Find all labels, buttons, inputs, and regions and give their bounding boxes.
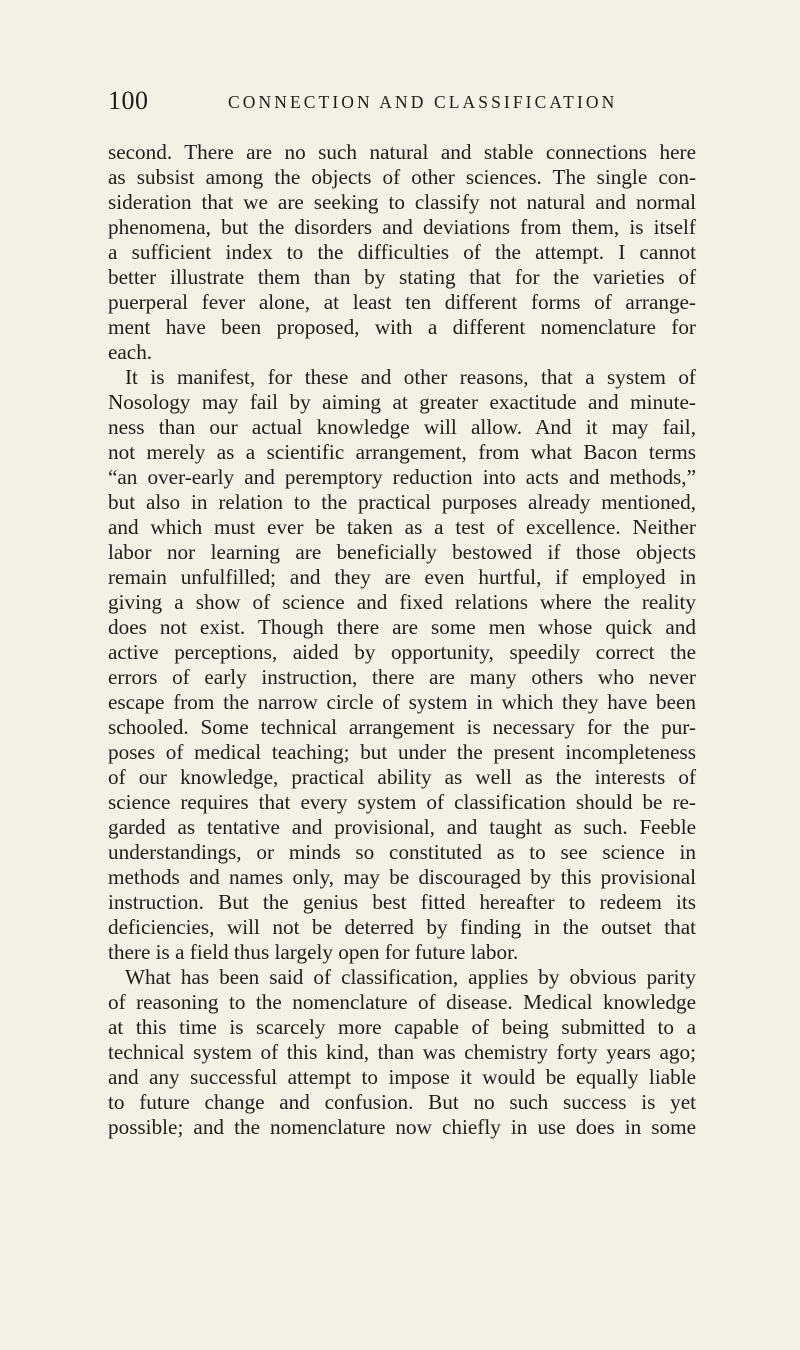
- text-line: It is manifest, for these and other reasons, that a system of: [125, 365, 696, 389]
- text-line: a sufficient index to the difficulties of the attempt. I cannot: [108, 240, 696, 264]
- text-line: errors of early instruction, there are many others who never: [108, 665, 696, 689]
- text-line: escape from the narrow circle of system in which they have been: [108, 690, 696, 714]
- text-line: What has been said of classification, applies by obvious parity: [125, 965, 696, 989]
- text-line: remain unfulfilled; and they are even hurtful, if employed in: [108, 565, 696, 589]
- text-line: does not exist. Though there are some men whose quick and: [108, 615, 696, 639]
- text-line: technical system of this kind, than was chemistry forty years ago;: [108, 1040, 696, 1064]
- running-title: CONNECTION AND CLASSIFICATION: [228, 92, 618, 112]
- text-line: to future change and confusion. But no such success is yet: [108, 1090, 696, 1114]
- text-line: methods and names only, may be discouraged by this provisional: [108, 865, 696, 889]
- text-line: schooled. Some technical arrangement is necessary for the pur-: [108, 715, 696, 739]
- text-line: science requires that every system of classification should be re-: [108, 790, 696, 814]
- text-line: second. There are no such natural and stable connections here: [108, 140, 696, 164]
- text-line: understandings, or minds so constituted as to see science in: [108, 840, 696, 864]
- text-line: possible; and the nomenclature now chiefly in use does in some: [108, 1115, 696, 1139]
- page-number: 100: [108, 86, 149, 115]
- text-line: as subsist among the objects of other sciences. The single con-: [108, 165, 696, 189]
- text-line: ness than our actual knowledge will allow. And it may fail,: [108, 415, 696, 439]
- text-line: better illustrate them than by stating that for the varieties of: [108, 265, 696, 289]
- text-line: and which must ever be taken as a test of excellence. Neither: [108, 515, 696, 539]
- text-line: “an over-early and peremptory reduction into acts and methods,”: [108, 465, 696, 489]
- text-line: Nosology may fail by aiming at greater exactitude and minute-: [108, 390, 696, 414]
- text-line: but also in relation to the practical purposes already mentioned,: [108, 490, 696, 514]
- text-line: ment have been proposed, with a different nomenclature for: [108, 315, 696, 339]
- text-line: at this time is scarcely more capable of being submitted to a: [108, 1015, 696, 1039]
- text-line: not merely as a scientific arrangement, from what Bacon terms: [108, 440, 696, 464]
- text-line: deficiencies, will not be deterred by finding in the outset that: [108, 915, 696, 939]
- text-line: labor nor learning are beneficially bestowed if those objects: [108, 540, 696, 564]
- text-line: there is a field thus largely open for future labor.: [108, 940, 519, 964]
- text-line: giving a show of science and fixed relations where the reality: [108, 590, 696, 614]
- text-line: instruction. But the genius best fitted hereafter to redeem its: [108, 890, 696, 914]
- text-line: each.: [108, 340, 153, 364]
- text-line: garded as tentative and provisional, and taught as such. Feeble: [108, 815, 696, 839]
- running-head: [108, 86, 696, 120]
- text-line: active perceptions, aided by opportunity, speedily correct the: [108, 640, 696, 664]
- text-line: of our knowledge, practical ability as well as the interests of: [108, 765, 696, 789]
- body-text: [108, 140, 696, 1140]
- text-line: sideration that we are seeking to classify not natural and normal: [108, 190, 696, 214]
- text-line: phenomena, but the disorders and deviations from them, is itself: [108, 215, 696, 239]
- text-line: of reasoning to the nomenclature of disease. Medical knowledge: [108, 990, 696, 1014]
- text-line: puerperal fever alone, at least ten different forms of arrange-: [108, 290, 696, 314]
- text-line: poses of medical teaching; but under the present incompleteness: [108, 740, 696, 764]
- text-line: and any successful attempt to impose it would be equally liable: [108, 1065, 696, 1089]
